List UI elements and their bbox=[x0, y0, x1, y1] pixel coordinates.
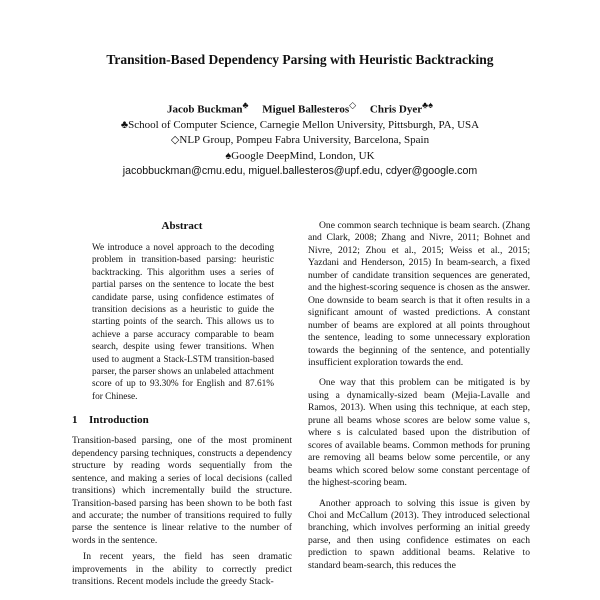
abstract-text: We introduce a novel approach to the decoding problem in transition-based parsing: heuristic backtracking. This algorithm uses a series of partial parses on the sentence to locate the best candidate parse, using confidence estimates of transition decisions as a heuristic to guide the starting points of the search. This allows us to achieve a parse accuracy comparable to beam search, despite using fewer transitions. When used to augment a Stack-LSTM transition-based parser, the parser shows an unlabeled attachment score of up to 93.30% for English and 87.61% for Chinese. bbox=[92, 243, 274, 402]
affiliation: ◇NLP Group, Pompeu Fabra University, Barcelona, Spain bbox=[170, 134, 430, 147]
body-paragraph: One way that this problem can be mitigated is by using a dynamically-sized beam (Mejia-Lavalle and Ramos, 2013). When using this technique, at each step, prune all beams whose scores are below some value s, where s is calculated based upon the distribution of scores of available beams. Common methods for pruning are removing all beams below some percentile, or any beams which scored below some constant percentage of the highest-scoring beam. bbox=[308, 377, 530, 489]
author-mark: ♣ bbox=[242, 100, 249, 110]
section-heading bbox=[72, 414, 292, 426]
section-title: Introduction bbox=[89, 414, 149, 427]
affiliation: ♠Google DeepMind, London, UK bbox=[225, 149, 375, 162]
paper-title: Transition-Based Dependency Parsing with Heuristic Backtracking bbox=[106, 52, 494, 67]
author-mark: ◇ bbox=[349, 100, 357, 110]
author-names bbox=[0, 98, 600, 118]
section-number: 1 bbox=[72, 414, 78, 427]
author-name: Jacob Buckman bbox=[166, 103, 243, 116]
body-paragraph: Transition-based parsing, one of the most prominent dependency parsing techniques, constructs a dependency structure by reading words sequentially from the sentence, and making a series of local decisions (called transitions) which incrementally build the structure. Transition-based parsing has been shown to be both fast and accurate; the number of transitions required to fully parse the sentence is linear relative to the number of words in the sentence. bbox=[72, 435, 292, 546]
author-name: Miguel Ballesteros bbox=[262, 103, 350, 116]
abstract-heading: Abstract bbox=[161, 220, 203, 232]
author-mark: ♣♠ bbox=[422, 100, 434, 110]
body-paragraph: In recent years, the field has seen dramatic improvements in the ability to correctly predict transitions. Recent models include the greedy Stack- bbox=[72, 551, 292, 588]
body-paragraph: Another approach to solving this issue is given by Choi and McCallum (2013). They introduced selectional branching, which involves performing an initial greedy parse, and then using confidence estimates on each prediction to spawn additional beams. Relative to standard beam-search, this reduces the bbox=[308, 497, 530, 571]
author-name: Chris Dyer bbox=[369, 103, 423, 116]
author-block bbox=[0, 98, 600, 179]
affiliation: ♣School of Computer Science, Carnegie Mellon University, Pittsburgh, PA, USA bbox=[120, 118, 480, 131]
author-emails: jacobbuckman@cmu.edu, miguel.ballesteros@upf.edu, cdyer@google.com bbox=[122, 164, 478, 177]
right-column bbox=[308, 220, 530, 572]
left-column bbox=[72, 220, 292, 589]
body-paragraph: One common search technique is beam search. (Zhang and Clark, 2008; Zhang and Nivre, 2011; Bohnet and Nivre, 2012; Zhou et al., 2015; Weiss et al., 2015; Yazdani and Henderson, 2015) In beam-search, a fixed number of candidate transition sequences are generated, and the highest-scoring sequence is chosen as the answer. One downside to beam search is that it often results in a significant amount of wasted predictions. A constant number of beams are explored at all points throughout the sentence, leading to some unnecessary exploration towards the beginning of the sentence, and potentially insufficient exploration towards the end. bbox=[308, 220, 530, 368]
